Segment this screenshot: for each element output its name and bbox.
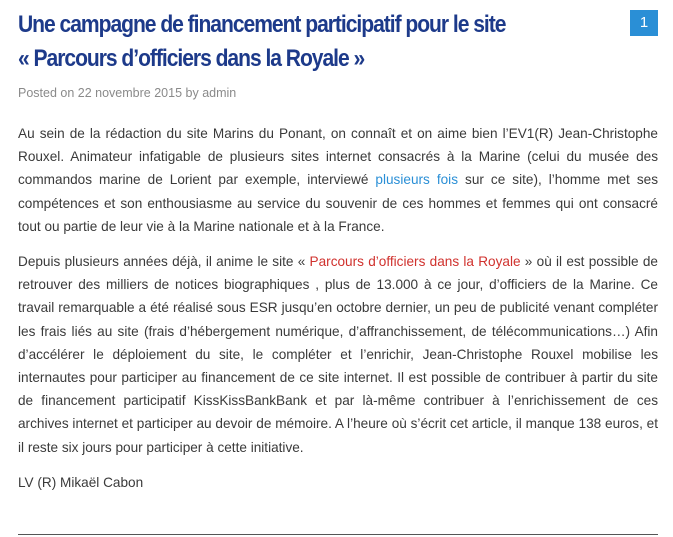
paragraph-1-text-b: sur ce site), l’homme met ses compétences et son enthousiasme au service du souvenir de ces hommes et femmes qui ont consacré tout ou partie de leur vie à la Marine nationale et à la France. <box>18 172 658 234</box>
article-title-line-1[interactable]: Une campagne de financement participatif pour le site <box>18 11 506 38</box>
signature: LV (R) Mikaël Cabon <box>18 474 144 490</box>
article-header <box>18 8 658 76</box>
article-content <box>18 122 658 494</box>
paragraph-1-text-a: Au sein de la rédaction du site Marins du Ponant, on connaît et on aime bien l’EV1(R) Jean-Christophe Rouxel. Animateur infatigable de plusieurs sites internet consacrés à la Marine (celui du musée des commandos marine de Lorient par exemple, interviewé <box>18 126 658 188</box>
article-title-line-2[interactable]: « Parcours d’officiers dans la Royale » <box>18 45 365 72</box>
post-author-link[interactable]: admin <box>202 86 237 100</box>
paragraph-2-text-b: » où il est possible de retrouver des milliers de notices biographiques , plus de 13.000 à ce jour, d’officiers de la Marine. Ce travail remarquable a été réalisé sous ESR jusqu’en octobre dernier, un peu de publicité venant compléter les frais liés au site (frais d’hébergement numérique, d’affranchissement, de télécommunications…) Afin d’accélérer le déploiement du site, le compléter et l’enrichir, Jean-Christophe Rouxel mobilise les internautes pour participer au financement de ce site internet. Il est possible de contribuer à partir du site de financement participatif KissKissBankBank et par là-même contribuer à l’enrichissement de ces archives internet et participer au devoir de mémoire. A l’heure où s’écrit cet article, il manque 138 euros, et il reste six jours pour participer à cette initiative. <box>18 254 658 455</box>
post-meta-by: by <box>185 86 199 100</box>
paragraph-2-text-a: Depuis plusieurs années déjà, il anime le site « <box>18 254 310 270</box>
post-meta <box>18 86 658 100</box>
parcours-officiers-link[interactable]: Parcours d’officiers dans la Royale <box>309 254 521 270</box>
paragraph-2 <box>18 250 658 459</box>
post-date-link[interactable]: 22 novembre 2015 <box>77 86 183 100</box>
post-meta-prefix: Posted on <box>18 86 75 100</box>
article <box>18 8 658 506</box>
plusieurs-fois-link[interactable]: plusieurs fois <box>375 172 458 188</box>
article-divider <box>18 534 658 535</box>
paragraph-1 <box>18 122 658 238</box>
comment-count-badge[interactable]: 1 <box>630 10 658 36</box>
article-title[interactable] <box>18 8 646 76</box>
